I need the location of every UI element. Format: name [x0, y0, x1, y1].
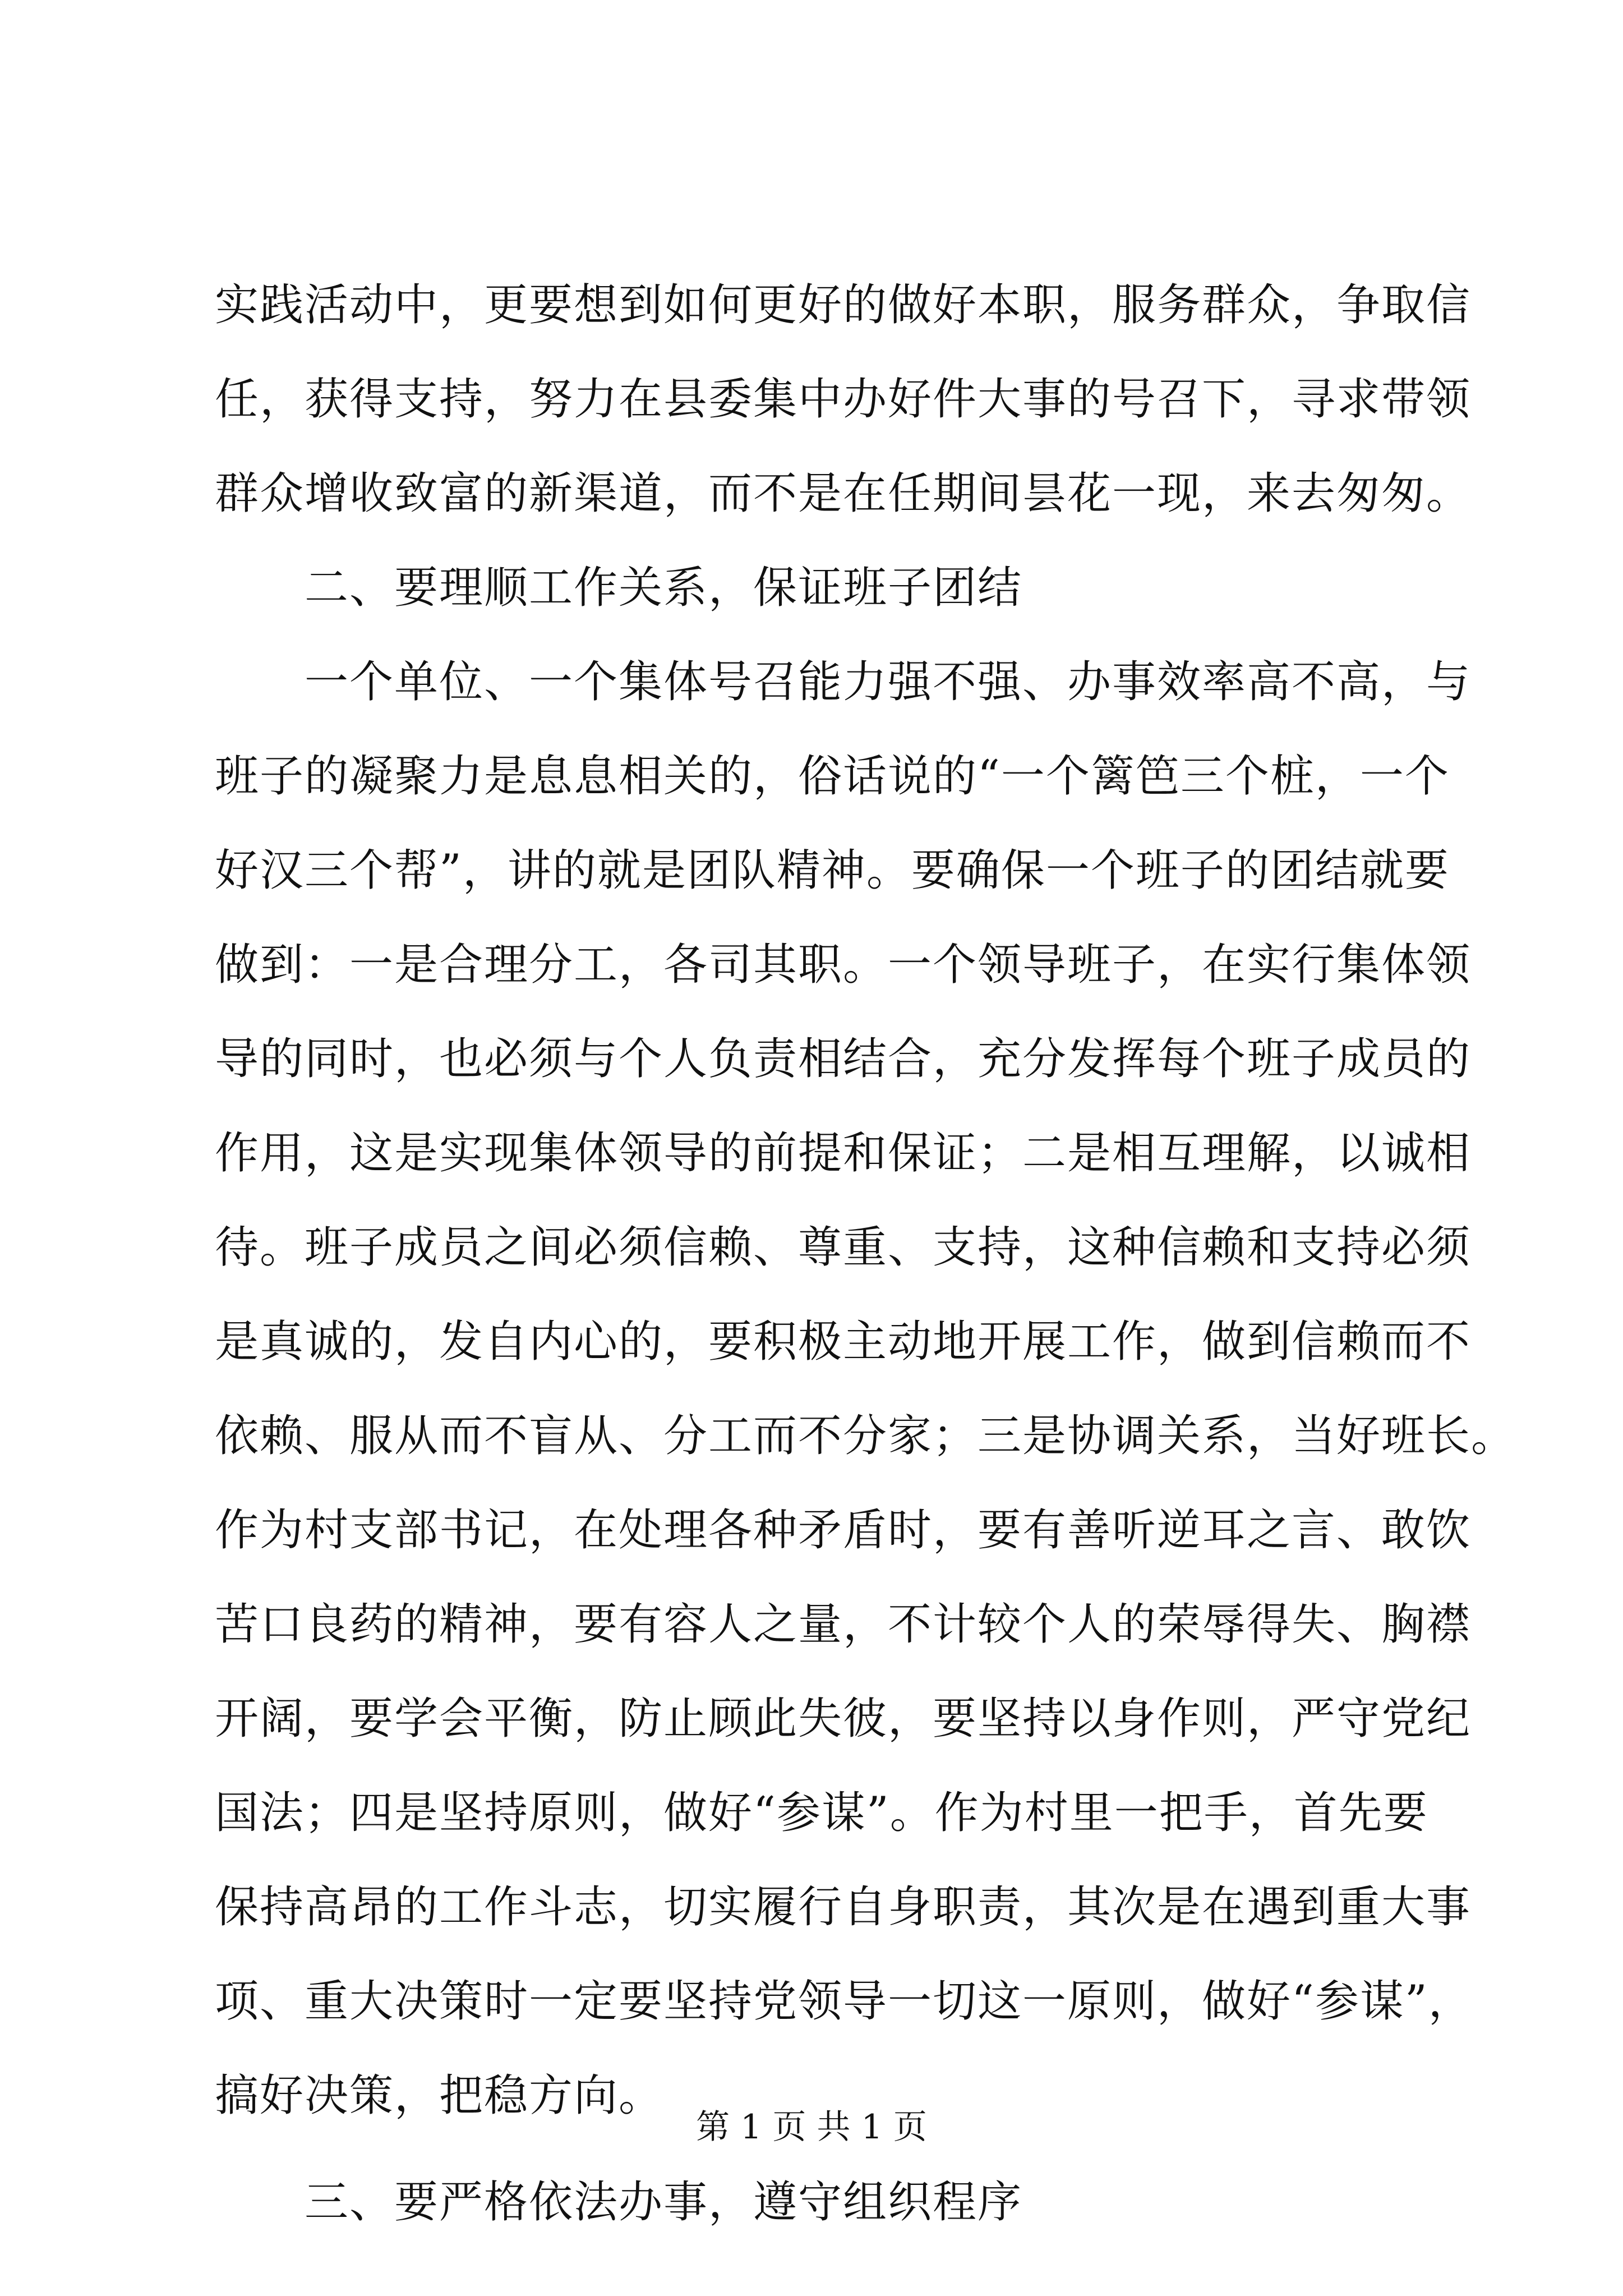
text-line: 一个单位、一个集体号召能力强不强、办事效率高不高，与: [305, 657, 1472, 707]
text-line: 实践活动中，更要想到如何更好的做好本职，服务群众，争取信: [215, 280, 1472, 330]
text-line: 做到：一是合理分工，各司其职。一个领导班子，在实行集体领: [215, 940, 1472, 990]
text-line: 群众增收致富的新渠道，而不是在任期间昙花一现，来去匆匆。: [215, 468, 1472, 519]
text-line: 待。班子成员之间必须信赖、尊重、支持，这种信赖和支持必须: [215, 1222, 1472, 1273]
text-line: 开阔，要学会平衡，防止顾此失彼，要坚持以身作则，严守党纪: [215, 1694, 1472, 1744]
text-line: 好汉三个帮”，讲的就是团队精神。要确保一个班子的团结就要: [215, 845, 1450, 896]
section-heading-3: 三、要严格依法办事，遵守组织程序: [305, 2177, 1023, 2228]
text-line: 苦口良药的精神，要有容人之量，不计较个人的荣辱得失、胸襟: [215, 1599, 1472, 1650]
section-heading-2: 二、要理顺工作关系，保证班子团结: [305, 563, 1023, 613]
text-line: 作用，这是实现集体领导的前提和保证；二是相互理解，以诚相: [215, 1128, 1472, 1179]
text-line: 项、重大决策时一定要坚持党领导一切这一原则，做好“参谋”，: [215, 1976, 1473, 2027]
text-line: 导的同时，也必须与个人负责相结合，充分发挥每个班子成员的: [215, 1034, 1472, 1084]
page-number-footer: 第 1 页 共 1 页: [696, 2108, 927, 2147]
text-line: 作为村支部书记，在处理各种矛盾时，要有善听逆耳之言、敢饮: [215, 1505, 1472, 1556]
text-line: 依赖、服从而不盲从、分工而不分家；三是协调关系，当好班长。: [215, 1411, 1516, 1461]
document-body: [215, 258, 1516, 2249]
text-line: 国法；四是坚持原则，做好“参谋”。作为村里一把手，首先要: [215, 1788, 1428, 1838]
text-line: 保持高昂的工作斗志，切实履行自身职责，其次是在遇到重大事: [215, 1882, 1472, 1932]
text-line: 班子的凝聚力是息息相关的，俗话说的“一个篱笆三个桩，一个: [215, 751, 1450, 802]
text-line: 是真诚的，发自内心的，要积极主动地开展工作，做到信赖而不: [215, 1317, 1472, 1367]
text-line: 搞好决策，把稳方向。: [215, 2070, 664, 2121]
text-line: 任，获得支持，努力在县委集中办好件大事的号召下，寻求带领: [215, 374, 1472, 425]
